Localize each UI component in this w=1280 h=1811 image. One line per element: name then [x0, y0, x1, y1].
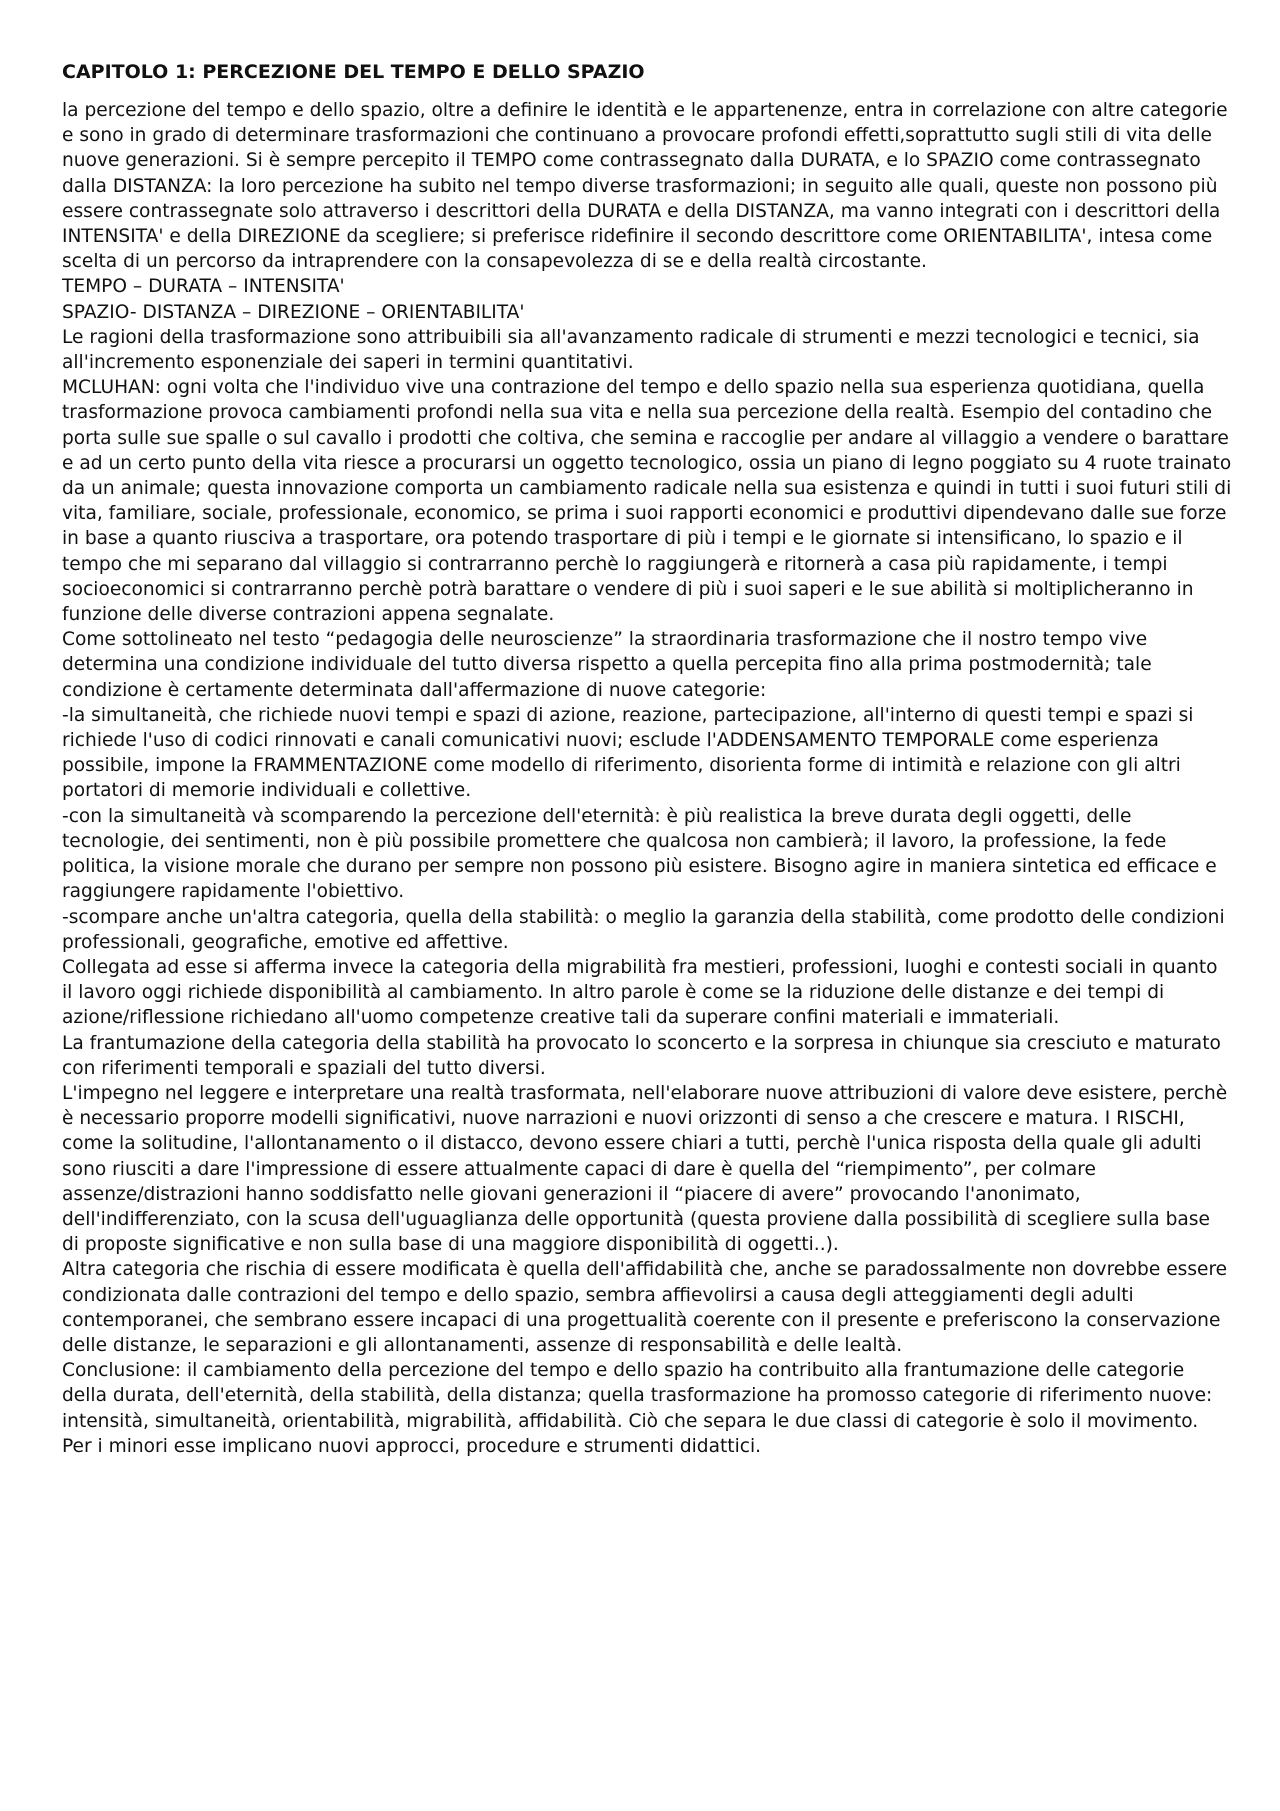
page-title: CAPITOLO 1: PERCEZIONE DEL TEMPO E DELLO SPAZIO	[62, 61, 645, 83]
paragraph: -la simultaneità, che richiede nuovi tempi e spazi di azione, reazione, partecipazione, all'interno di questi tempi e spazi si richiede l'uso di codici rinnovati e canali comunicativi nuovi; esclude l'ADDENSAMENTO TEMPORALE come esperienza possibile, impone la FRAMMENTAZIONE come modello di riferimento, disorienta forme di intimità e relazione con gli altri portatori di memorie individuali e collettive.	[62, 704, 1194, 802]
paragraph: Come sottolineato nel testo “pedagogia delle neuroscienze” la straordinaria trasformazione che il nostro tempo vive determina una condizione individuale del tutto diversa rispetto a quella percepita fino alla prima postmodernità; tale condizione è certamente determinata dall'affermazione di nuove categorie:	[62, 629, 1152, 701]
paragraph: Altra categoria che rischia di essere modificata è quella dell'affidabilità che, anche se paradossalmente non dovrebbe essere condizionata dalle contrazioni del tempo e dello spazio, sembra affievolirsi a causa degli atteggiamenti degli adulti contemporanei, che sembrano essere incapaci di una progettualità coerente con il presente e preferiscono la conservazione delle distanze, le separazioni e gli allontanamenti, assenze di responsabilità e delle lealtà.	[62, 1259, 1228, 1356]
paragraph: MCLUHAN: ogni volta che l'individuo vive una contrazione del tempo e dello spazio nella sua esperienza quotidiana, quella trasformazione provoca cambiamenti profondi nella sua vita e nella sua percezione della realtà. Esempio del contadino che porta sulle sue spalle o sul cavallo i prodotti che coltiva, che semina e raccoglie per andare al villaggio a vendere o barattare e ad un certo punto della vita riesce a procurarsi un oggetto tecnologico, ossia un piano di legno poggiato su 4 ruote trainato da un animale; questa innovazione comporta un cambiamento radicale nella sua esistenza e quindi in tutti i suoi futuri stili di vita, familiare, sociale, professionale, economico, se prima i suoi rapporti economici e produttivi dipendevano dalle sue forze in base a quanto riusciva a trasportare, ora potendo trasportare di più i tempi e le giornate si intensificano, lo spazio e il tempo che mi separano dal villaggio si contrarranno perchè lo raggiungerà e ritornerà a casa più rapidamente, i tempi socioeconomici si contrarranno perchè potrà barattare o vendere di più i suoi saperi e le sue abilità si moltiplicheranno in funzione delle diverse contrazioni appena segnalate.	[62, 377, 1232, 626]
paragraph: Conclusione: il cambiamento della percezione del tempo e dello spazio ha contribuito alla frantumazione delle categorie della durata, dell'eternità, della stabilità, della distanza; quella trasformazione ha promosso categorie di riferimento nuove: intensità, simultaneità, orientabilità, migrabilità, affidabilità. Ciò che separa le due classi di categorie è solo il movimento. Per i minori esse implicano nuovi approcci, procedure e strumenti didattici.	[62, 1360, 1213, 1457]
paragraph: -scompare anche un'altra categoria, quella della stabilità: o meglio la garanzia della stabilità, come prodotto delle condizioni professionali, geografiche, emotive ed affettive.	[62, 906, 1225, 953]
paragraph: TEMPO – DURATA – INTENSITA'	[62, 276, 345, 298]
paragraph: -con la simultaneità và scomparendo la percezione dell'eternità: è più realistica la breve durata degli oggetti, delle tecnologie, dei sentimenti, non è più possibile promettere che qualcosa non cambierà; il lavoro, la professione, la fede politica, la visione morale che durano per sempre non possono più esistere. Bisogno agire in maniera sintetica ed efficace e raggiungere rapidamente l'obiettivo.	[62, 805, 1217, 903]
document-page	[62, 60, 1232, 1459]
paragraph: la percezione del tempo e dello spazio, oltre a definire le identità e le appartenenze, entra in correlazione con altre categorie e sono in grado di determinare trasformazioni che continuano a provocare profondi effetti,soprattutto sugli stili di vita delle nuove generazioni. Si è sempre percepito il TEMPO come contrassegnato dalla DURATA, e lo SPAZIO come contrassegnato dalla DISTANZA: la loro percezione ha subito nel tempo diverse trasformazioni; in seguito alle quali, queste non possono più essere contrassegnate solo attraverso i descrittori della DURATA e della DISTANZA, ma vanno integrati con i descrittori della INTENSITA' e della DIREZIONE da scegliere; si preferisce ridefinire il secondo descrittore come ORIENTABILITA', intesa come scelta di un percorso da intraprendere con la consapevolezza di se e della realtà circostante.	[62, 100, 1228, 273]
paragraph: SPAZIO- DISTANZA – DIREZIONE – ORIENTABILITA'	[62, 301, 525, 323]
paragraph: L'impegno nel leggere e interpretare una realtà trasformata, nell'elaborare nuove attribuzioni di valore deve esistere, perchè è necessario proporre modelli significativi, nuove narrazioni e nuovi orizzonti di senso a che crescere e matura. I RISCHI, come la solitudine, l'allontanamento o il distacco, devono essere chiari a tutti, perchè l'unica risposta della quale gli adulti sono riusciti a dare l'impressione di essere attualmente capaci di dare è quella del “riempimento”, per colmare assenze/distrazioni hanno soddisfatto nelle giovani generazioni il “piacere di avere” provocando l'anonimato, dell'indifferenziato, con la scusa dell'uguaglianza delle opportunità (questa proviene dalla possibilità di scegliere sulla base di proposte significative e non sulla base di una maggiore disponibilità di oggetti..).	[62, 1082, 1228, 1256]
paragraph: Le ragioni della trasformazione sono attribuibili sia all'avanzamento radicale di strumenti e mezzi tecnologici e tecnici, sia all'incremento esponenziale dei saperi in termini quantitativi.	[62, 326, 1200, 374]
paragraph: Collegata ad esse si afferma invece la categoria della migrabilità fra mestieri, professioni, luoghi e contesti sociali in quanto il lavoro oggi richiede disponibilità al cambiamento. In altro parole è come se la riduzione delle distanze e dei tempi di azione/riflessione richiedano all'uomo competenze creative tali da superare confini materiali e immateriali.	[62, 956, 1218, 1029]
paragraph: La frantumazione della categoria della stabilità ha provocato lo sconcerto e la sorpresa in chiunque sia cresciuto e maturato con riferimenti temporali e spaziali del tutto diversi.	[62, 1032, 1221, 1079]
